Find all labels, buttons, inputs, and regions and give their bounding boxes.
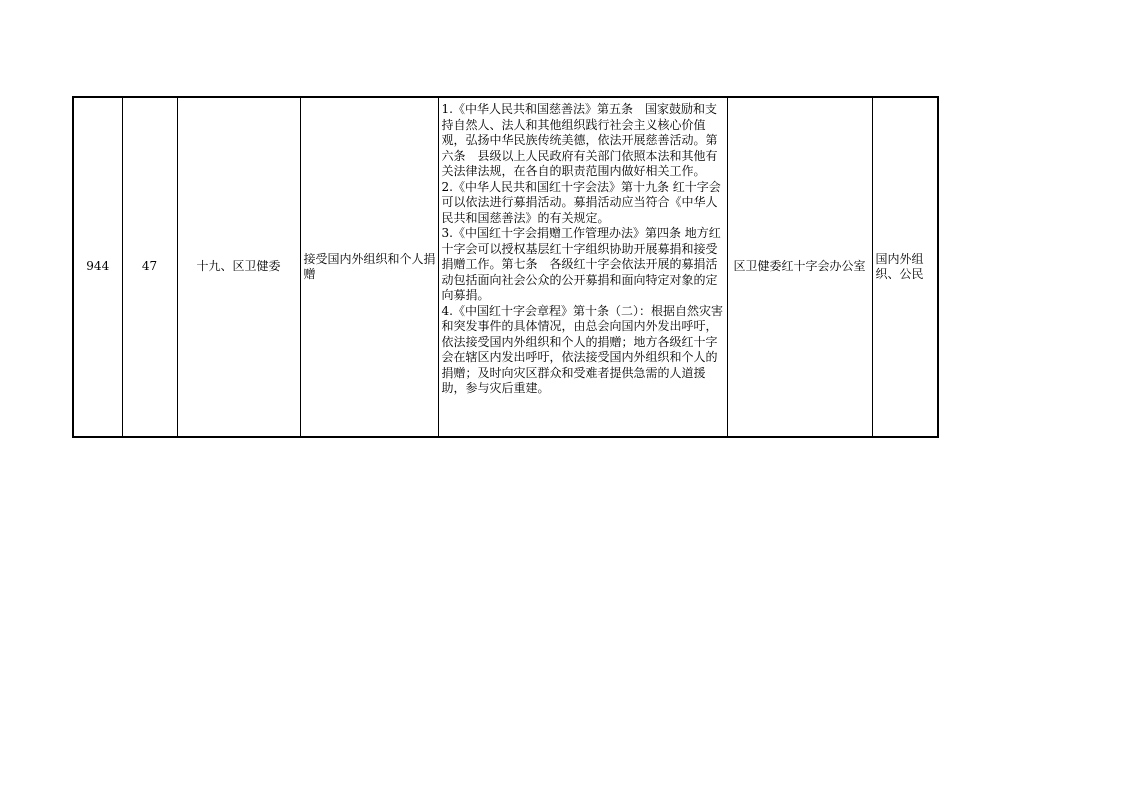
legal-basis-clause-2: 2.《中华人民共和国红十字会法》第十九条 红十字会可以依法进行募捐活动。募捐活动应当符合《中华人民共和国慈善法》的有关规定。 bbox=[441, 179, 721, 225]
department-cell bbox=[177, 97, 300, 437]
item-number-cell bbox=[122, 97, 177, 437]
responsible-unit-cell bbox=[727, 97, 872, 437]
serial-number: 944 bbox=[86, 259, 110, 274]
department-name: 十九、区卫健委 bbox=[196, 259, 281, 274]
service-target: 国内外组织、公民 bbox=[875, 251, 924, 281]
item-number: 47 bbox=[141, 259, 158, 274]
item-name: 接受国内外组织和个人捐赠 bbox=[303, 251, 436, 281]
responsible-unit: 区卫健委红十字会办公室 bbox=[733, 259, 866, 274]
legal-basis-clause-1: 1.《中华人民共和国慈善法》第五条 国家鼓励和支持自然人、法人和其他组织践行社会主义核心价值观，弘扬中华民族传统美德，依法开展慈善活动。第六条 县级以上人民政府有关部门依照本法和其他有关法律法规，在各自的职责范围内做好相关工作。 bbox=[441, 102, 718, 178]
target-cell bbox=[872, 97, 938, 437]
legal-basis-cell bbox=[438, 97, 727, 437]
serial-cell bbox=[73, 97, 122, 437]
table-row bbox=[73, 97, 938, 437]
catalog-table bbox=[72, 96, 939, 438]
legal-basis-clause-3: 3.《中国红十字会捐赠工作管理办法》第四条 地方红十字会可以授权基层红十字组织协助开展募捐和接受捐赠工作。第七条 各级红十字会依法开展的募捐活动包括面向社会公众的公开募捐和面向特定对象的定向募捐。 bbox=[441, 226, 721, 302]
legal-basis-clause-4: 4.《中国红十字会章程》第十条（二）：根据自然灾害和突发事件的具体情况，由总会向国内外发出呼吁，依法接受国内外组织和个人的捐赠；地方各级红十字会在辖区内发出呼吁，依法接受国内外组织和个人的捐赠；及时向灾区群众和受难者提供急需的人道援助，参与灾后重建。 bbox=[441, 303, 723, 395]
item-name-cell bbox=[300, 97, 438, 437]
